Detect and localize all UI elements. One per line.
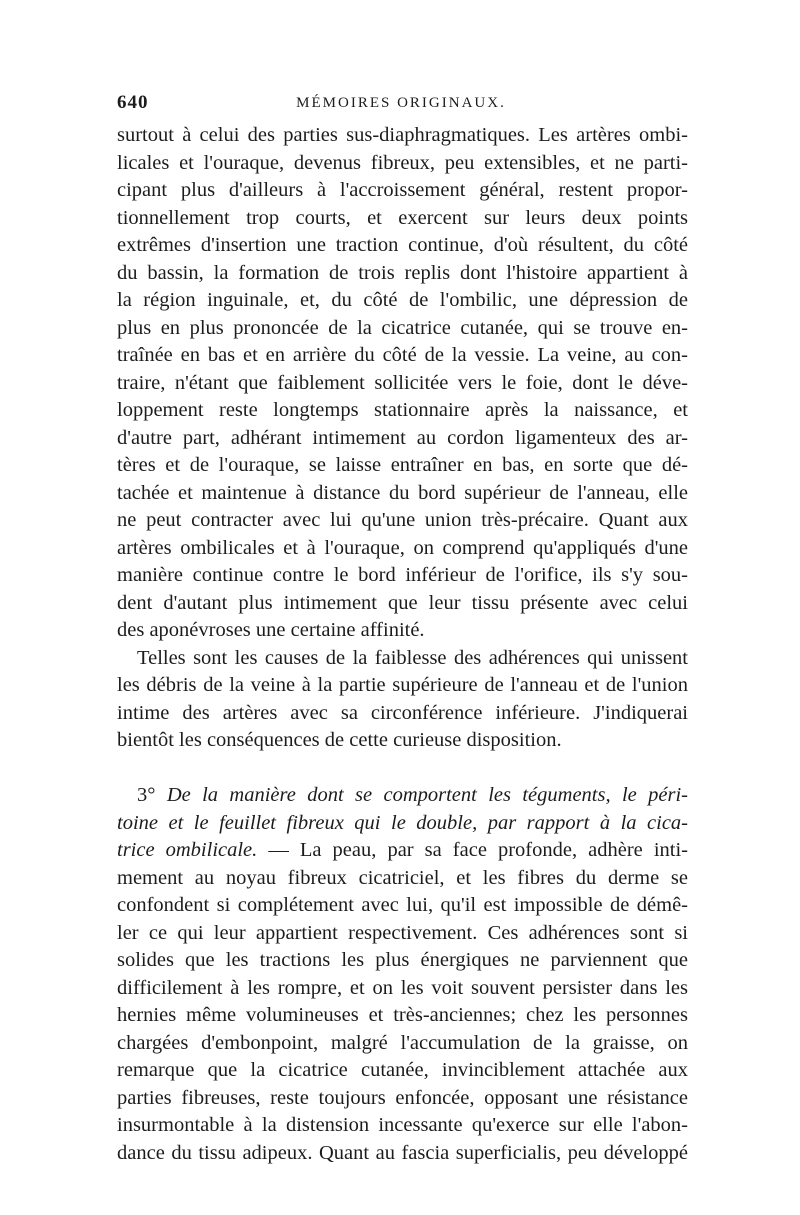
page-number: 640 — [117, 92, 149, 113]
text-line: loppement reste longtemps stationnaire après la naissance, et — [117, 399, 688, 421]
text-line: hernies même volumineuses et très-anciennes; chez les personnes — [117, 1004, 688, 1026]
section-text: — La peau, par sa face profonde, adhère inti- — [257, 839, 688, 861]
text-line: tachée et maintenue à distance du bord supérieur de l'anneau, elle — [117, 481, 688, 504]
section-spacer — [117, 755, 688, 783]
text-line: dent d'autant plus intimement que leur tissu présente avec celui — [117, 591, 688, 614]
text-line: artères ombilicales et à l'ouraque, on comprend qu'appliqués d'une — [117, 536, 688, 559]
text-line: traire, n'étant que faiblement sollicitée vers le foie, dont le déve- — [117, 371, 688, 394]
text-line: les débris de la veine à la partie supérieure de l'anneau et de l'union — [117, 674, 688, 696]
text-line: ne peut contracter avec lui qu'une union très-précaire. Quant aux — [117, 509, 688, 531]
section-heading-line — [117, 810, 688, 838]
body-text — [117, 122, 688, 1167]
text-line: difficilement à les rompre, et on les voit souvent persister dans les — [117, 976, 688, 999]
text-line: remarque que la cicatrice cutanée, invinciblement attachée aux — [117, 1059, 688, 1081]
page-header — [117, 92, 685, 120]
text-line: tionnellement trop courts, et exercent sur leurs deux points — [117, 206, 688, 229]
text-line: surtout à celui des parties sus-diaphragmatiques. Les artères ombi- — [117, 124, 688, 146]
text-line: traînée en bas et en arrière du côté de la vessie. La veine, au con- — [117, 344, 688, 366]
text-line: d'autre part, adhérant intimement au cordon ligamenteux des ar- — [117, 426, 688, 449]
text-line: extrêmes d'insertion une traction continue, d'où résultent, du côté — [117, 234, 688, 256]
text-line: parties fibreuses, reste toujours enfoncée, opposant une résistance — [117, 1086, 688, 1109]
text-line: du bassin, la formation de trois replis dont l'histoire appartient à — [117, 261, 688, 284]
text-line: insurmontable à la distension incessante qu'exerce sur elle l'abon- — [117, 1114, 688, 1136]
text-line: tères et de l'ouraque, se laisse entraîner en bas, en sorte que dé- — [117, 454, 688, 476]
paragraph — [117, 122, 688, 645]
text-line: intime des artères avec sa circonférence inférieure. J'indiquerai — [117, 701, 688, 724]
text-line: plus en plus prononcée de la cicatrice cutanée, qui se trouve en- — [117, 316, 688, 339]
text-line: chargées d'embonpoint, malgré l'accumulation de la graisse, on — [117, 1031, 688, 1054]
section-heading-line — [117, 782, 688, 810]
running-title: MÉMOIRES ORIGINAUX. — [296, 95, 506, 111]
section-number: 3° — [137, 784, 156, 806]
text-line: solides que les tractions les plus énergiques ne parviennent que — [117, 949, 688, 971]
text-line: la région inguinale, et, du côté de l'ombilic, une dépression de — [117, 289, 688, 311]
section-heading-text: toine et le feuillet fibreux qui le double, par rapport à la cica- — [117, 811, 688, 834]
text-line: confondent si complétement avec lui, qu'il est impossible de démê- — [117, 894, 688, 916]
text-line: Telles sont les causes de la faiblesse des adhérences qui unissent — [137, 646, 688, 669]
section-3 — [117, 782, 688, 1167]
text-line: ler ce qui leur appartient respectivement. Ces adhérences sont si — [117, 921, 688, 944]
text-line: bientôt les conséquences de cette curieuse disposition. — [117, 729, 562, 751]
section-heading-text: trice ombilicale. — [117, 839, 258, 861]
text-line: cipant plus d'ailleurs à l'accroissement général, restent propor- — [117, 179, 688, 201]
text-line: dance du tissu adipeux. Quant au fascia superficialis, peu développé — [117, 1141, 688, 1164]
section-heading-text: De la manière dont se comportent les téguments, le péri- — [166, 784, 688, 806]
section-heading-line — [117, 837, 688, 865]
text-line: mement au noyau fibreux cicatriciel, et les fibres du derme se — [117, 866, 688, 889]
paragraph — [117, 645, 688, 755]
text-line: des aponévroses une certaine affinité. — [117, 619, 425, 641]
text-line: manière continue contre le bord inférieur de l'orifice, ils s'y sou- — [117, 564, 688, 586]
text-line: licales et l'ouraque, devenus fibreux, peu extensibles, et ne parti- — [117, 151, 688, 174]
